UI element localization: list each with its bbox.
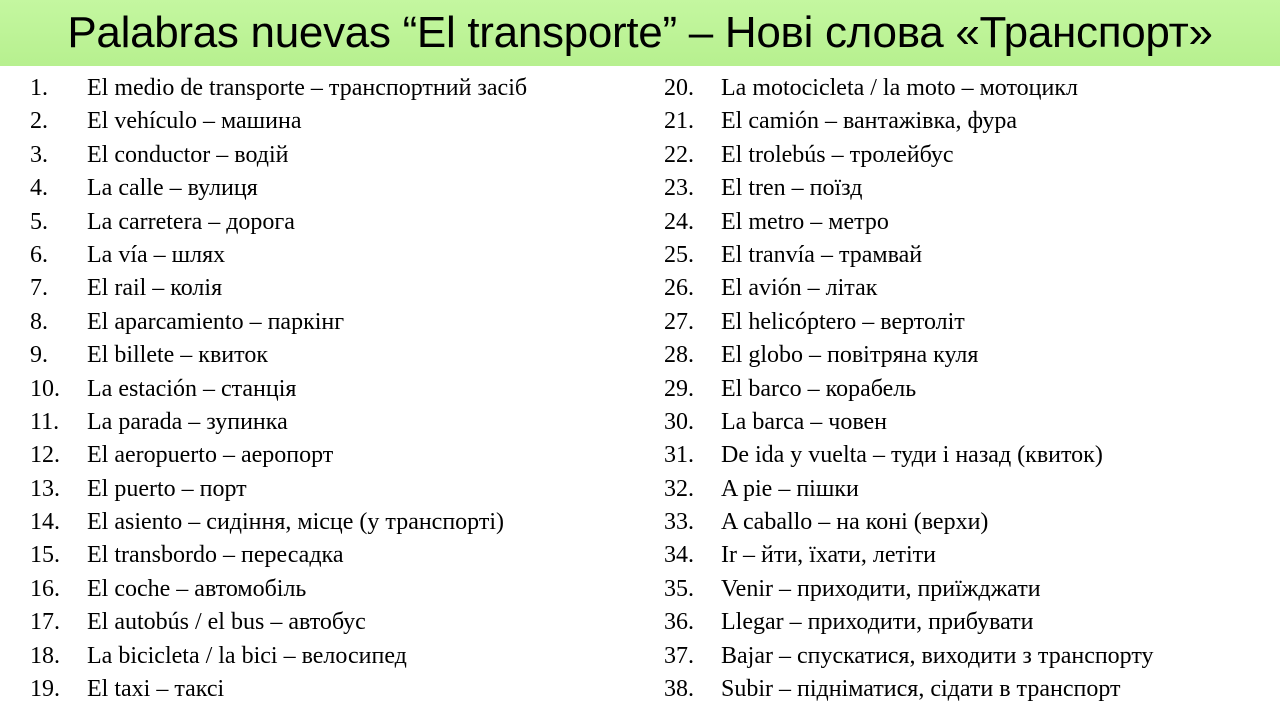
- item-number: 33.: [664, 509, 694, 536]
- item-text: El aeropuerto – аеропорт: [87, 442, 334, 469]
- item-number: 19.: [30, 676, 60, 703]
- item-number: 4.: [30, 175, 48, 202]
- item-number: 13.: [30, 475, 60, 502]
- item-number: 35.: [664, 575, 694, 602]
- item-text: El taxi – таксі: [87, 676, 225, 703]
- item-text: La barca – човен: [721, 408, 888, 435]
- item-number: 6.: [30, 241, 48, 268]
- item-number: 24.: [664, 208, 694, 235]
- item-text: El billete – квиток: [87, 342, 268, 369]
- item-text: La calle – вулиця: [87, 175, 258, 202]
- item-number: 31.: [664, 442, 694, 469]
- item-number: 16.: [30, 575, 60, 602]
- item-number: 27.: [664, 308, 694, 335]
- item-text: La vía – шлях: [87, 241, 226, 268]
- item-number: 20.: [664, 75, 694, 101]
- item-text: El tranvía – трамвай: [721, 241, 923, 268]
- item-text: De ida y vuelta – туди і назад (квиток): [721, 442, 1103, 469]
- item-number: 26.: [664, 275, 694, 302]
- slide-title: Palabras nuevas “El transporte” – Нові слова «Транспорт»: [67, 8, 1213, 57]
- item-text: El asiento – сидіння, місце (у транспорті): [87, 509, 505, 536]
- item-text: El tren – поїзд: [721, 175, 863, 202]
- item-number: 22.: [664, 141, 694, 168]
- item-text: El metro – метро: [721, 208, 889, 235]
- item-text: A pie – пішки: [721, 475, 859, 502]
- item-text: Subir – підніматися, сідати в транспорт: [721, 676, 1121, 703]
- item-text: El autobús / el bus – автобус: [87, 609, 366, 636]
- item-number: 11.: [30, 408, 60, 435]
- item-text: Venir – приходити, приїжджати: [721, 575, 1041, 602]
- item-text: El avión – літак: [721, 275, 878, 302]
- item-text: El helicóptero – вертоліт: [721, 308, 965, 335]
- item-number: 28.: [664, 342, 694, 369]
- item-text: El globo – повітряна куля: [721, 342, 979, 369]
- item-number: 25.: [664, 241, 694, 268]
- item-text: El vehículo – машина: [87, 108, 302, 135]
- item-number: 32.: [664, 475, 694, 502]
- item-text: La carretera – дорога: [87, 208, 295, 235]
- item-number: 37.: [664, 642, 694, 669]
- item-number: 2.: [30, 108, 48, 135]
- item-text: La motocicleta / la moto – мотоцикл: [721, 75, 1078, 101]
- item-text: El trolebús – тролейбус: [721, 141, 954, 168]
- item-text: Ir – йти, їхати, летіти: [721, 542, 936, 569]
- item-number: 1.: [30, 75, 48, 101]
- item-number: 5.: [30, 208, 48, 235]
- item-text: El transbordo – пересадка: [87, 542, 344, 569]
- item-number: 10.: [30, 375, 60, 402]
- item-text: La estación – станція: [87, 375, 297, 402]
- item-number: 21.: [664, 108, 694, 135]
- title-bar: [0, 0, 1280, 66]
- item-number: 38.: [664, 676, 694, 703]
- item-text: El camión – вантажівка, фура: [721, 108, 1018, 135]
- item-text: El barco – корабель: [721, 375, 917, 402]
- item-text: El rail – колія: [87, 275, 223, 302]
- item-number: 29.: [664, 375, 694, 402]
- item-number: 18.: [30, 642, 60, 669]
- item-number: 14.: [30, 509, 60, 536]
- item-text: El medio de transporte – транспортний засіб: [87, 75, 528, 101]
- item-number: 36.: [664, 609, 694, 636]
- item-number: 3.: [30, 141, 48, 168]
- item-text: La bicicleta / la bici – велосипед: [87, 642, 407, 669]
- item-number: 7.: [30, 275, 48, 302]
- item-number: 15.: [30, 542, 60, 569]
- item-number: 17.: [30, 609, 60, 636]
- item-text: Llegar – приходити, прибувати: [721, 609, 1034, 636]
- item-number: 23.: [664, 175, 694, 202]
- item-text: El conductor – водій: [87, 141, 289, 168]
- item-number: 12.: [30, 442, 60, 469]
- item-text: El coche – автомобіль: [87, 575, 307, 602]
- item-number: 34.: [664, 542, 694, 569]
- item-number: 9.: [30, 342, 48, 369]
- item-text: La parada – зупинка: [87, 408, 288, 435]
- item-text: El aparcamiento – паркінг: [87, 308, 345, 335]
- item-number: 8.: [30, 308, 48, 335]
- item-text: A caballo – на коні (верхи): [721, 509, 989, 536]
- item-number: 30.: [664, 408, 694, 435]
- item-text: Bajar – спускатися, виходити з транспорту: [721, 642, 1154, 669]
- item-text: El puerto – порт: [87, 475, 247, 502]
